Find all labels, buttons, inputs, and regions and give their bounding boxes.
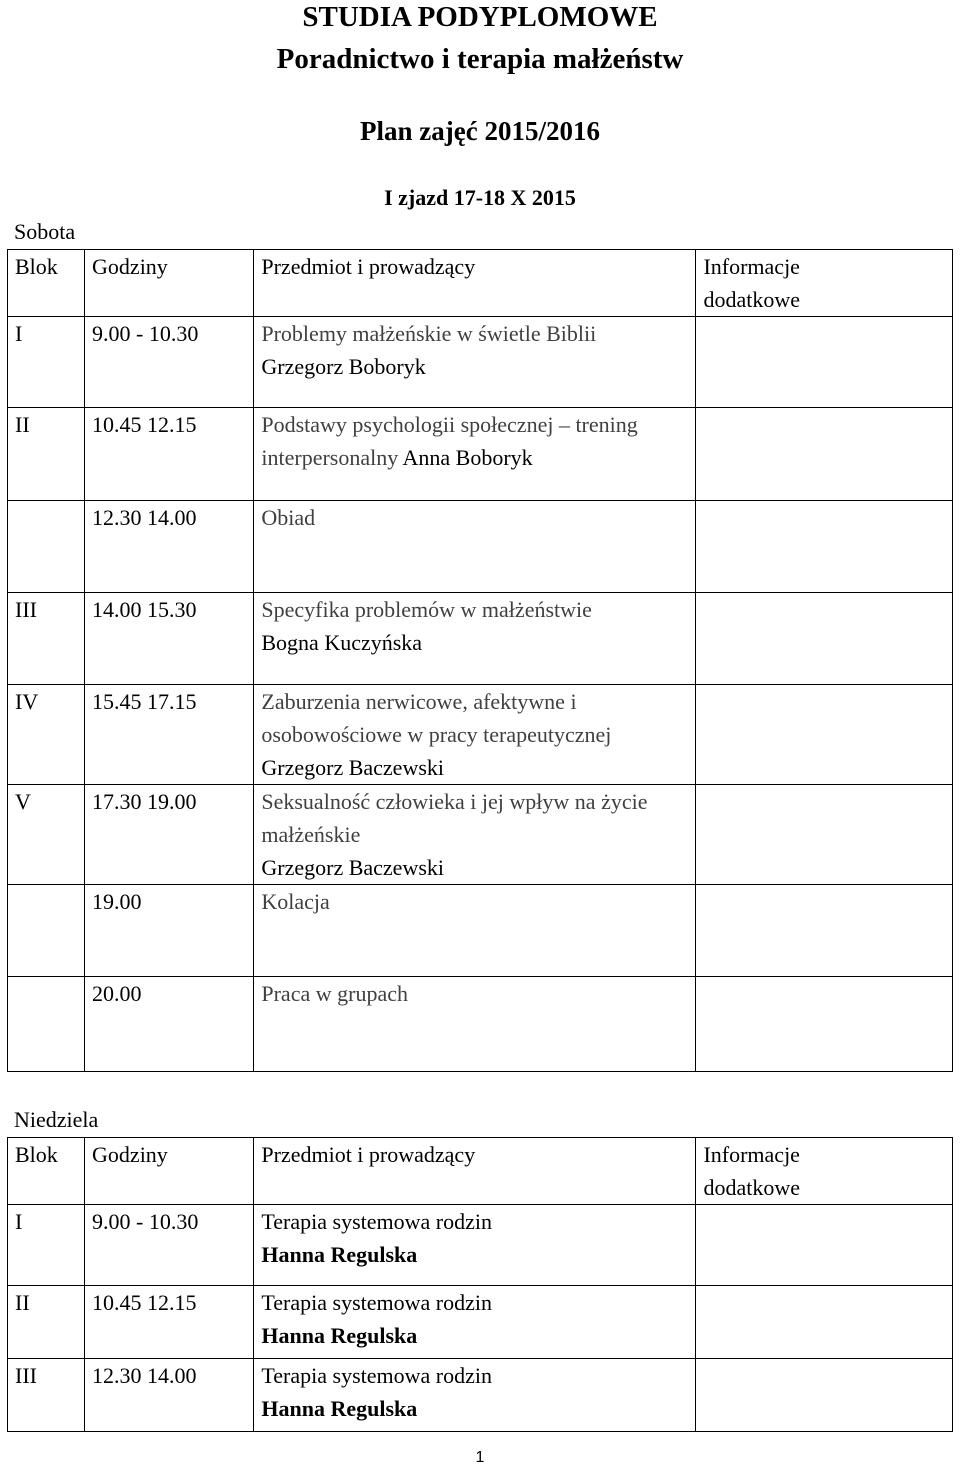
cell-time: 17.30 19.00 [85,785,254,885]
cell-info [696,1359,953,1432]
subject-text: Terapia systemowa rodzin [261,1209,492,1234]
day-label-sunday: Niedziela [14,1107,99,1132]
col-header-godziny: Godziny [85,250,254,317]
cell-subject [254,593,696,685]
subject-text: Kolacja [261,889,330,914]
saturday-schedule-table [7,249,953,1072]
page-number: 1 [475,1449,485,1466]
col-header-info-line2: dodatkowe [703,1175,800,1200]
table-header-row [8,1138,953,1205]
cell-subject [254,501,696,593]
lecturer-name: Anna Boboryk [402,445,533,470]
subject-text: Terapia systemowa rodzin [261,1290,492,1315]
cell-blok: III [8,1359,85,1432]
cell-blok: I [8,317,85,408]
lecturer-name: Hanna Regulska [261,1323,418,1348]
sunday-schedule-table [7,1137,953,1432]
cell-info [696,885,953,977]
cell-subject [254,1359,696,1432]
subject-text: Terapia systemowa rodzin [261,1363,492,1388]
title-program: Poradnictwo i terapia małżeństw [276,43,684,75]
lecturer-name: Hanna Regulska [261,1396,418,1421]
col-header-blok: Blok [8,250,85,317]
table-header-row [8,250,953,317]
cell-info [696,408,953,501]
cell-subject [254,685,696,785]
table-row [8,317,953,408]
lecturer-name: Hanna Regulska [261,1242,418,1267]
lecturer-name: Grzegorz Boboryk [261,354,426,379]
day-label-saturday: Sobota [14,219,76,244]
table-row [8,1286,953,1359]
cell-blok: I [8,1205,85,1286]
table-row [8,1359,953,1432]
cell-subject [254,1205,696,1286]
cell-time: 12.30 14.00 [85,1359,254,1432]
cell-info [696,1205,953,1286]
table-row [8,785,953,885]
table-row [8,1205,953,1286]
table-row [8,977,953,1072]
col-header-przedmiot: Przedmiot i prowadzący [254,1138,696,1205]
cell-time: 10.45 12.15 [85,1286,254,1359]
cell-blok: II [8,1286,85,1359]
lecturer-name: Grzegorz Baczewski [261,755,445,780]
cell-subject [254,885,696,977]
cell-time: 14.00 15.30 [85,593,254,685]
col-header-informacje [696,250,953,317]
cell-info [696,785,953,885]
cell-info [696,685,953,785]
cell-info [696,501,953,593]
subject-text: Problemy małżeńskie w świetle Biblii [261,321,597,346]
cell-blok: IV [8,685,85,785]
cell-subject [254,977,696,1072]
col-header-info-line2: dodatkowe [703,287,800,312]
title-studia: STUDIA PODYPLOMOWE [302,1,658,33]
cell-time: 19.00 [85,885,254,977]
cell-time: 9.00 - 10.30 [85,1205,254,1286]
subject-text: Zaburzenia nerwicowe, afektywne i osobowościowe w pracy terapeutycznej [261,689,612,747]
table-row [8,593,953,685]
cell-info [696,1286,953,1359]
cell-subject [254,785,696,885]
cell-blok: II [8,408,85,501]
subject-text: Praca w grupach [261,981,408,1006]
col-header-informacje [696,1138,953,1205]
cell-subject [254,1286,696,1359]
cell-blok [8,977,85,1072]
subject-text: Seksualność człowieka i jej wpływ na życie małżeńskie [261,789,648,847]
zjazd-title: I zjazd 17-18 X 2015 [384,185,576,210]
subject-text: Specyfika problemów w małżeństwie [261,597,592,622]
cell-info [696,593,953,685]
cell-info [696,317,953,408]
cell-time: 20.00 [85,977,254,1072]
cell-time: 15.45 17.15 [85,685,254,785]
cell-time: 9.00 - 10.30 [85,317,254,408]
subject-text: Podstawy psychologii społecznej – trening interpersonalny [261,412,638,470]
cell-time: 10.45 12.15 [85,408,254,501]
col-header-przedmiot: Przedmiot i prowadzący [254,250,696,317]
cell-blok: V [8,785,85,885]
lecturer-name: Bogna Kuczyńska [261,630,423,655]
col-header-blok: Blok [8,1138,85,1205]
lecturer-name: Grzegorz Baczewski [261,855,445,880]
table-row [8,408,953,501]
col-header-godziny: Godziny [85,1138,254,1205]
cell-subject [254,408,696,501]
table-row [8,501,953,593]
plan-title: Plan zajęć 2015/2016 [360,116,600,146]
col-header-info-line1: Informacje [703,1142,800,1167]
subject-text: Obiad [261,505,316,530]
cell-subject [254,317,696,408]
cell-blok [8,885,85,977]
cell-blok: III [8,593,85,685]
table-row [8,885,953,977]
table-row [8,685,953,785]
cell-time: 12.30 14.00 [85,501,254,593]
cell-blok [8,501,85,593]
cell-info [696,977,953,1072]
col-header-info-line1: Informacje [703,254,800,279]
